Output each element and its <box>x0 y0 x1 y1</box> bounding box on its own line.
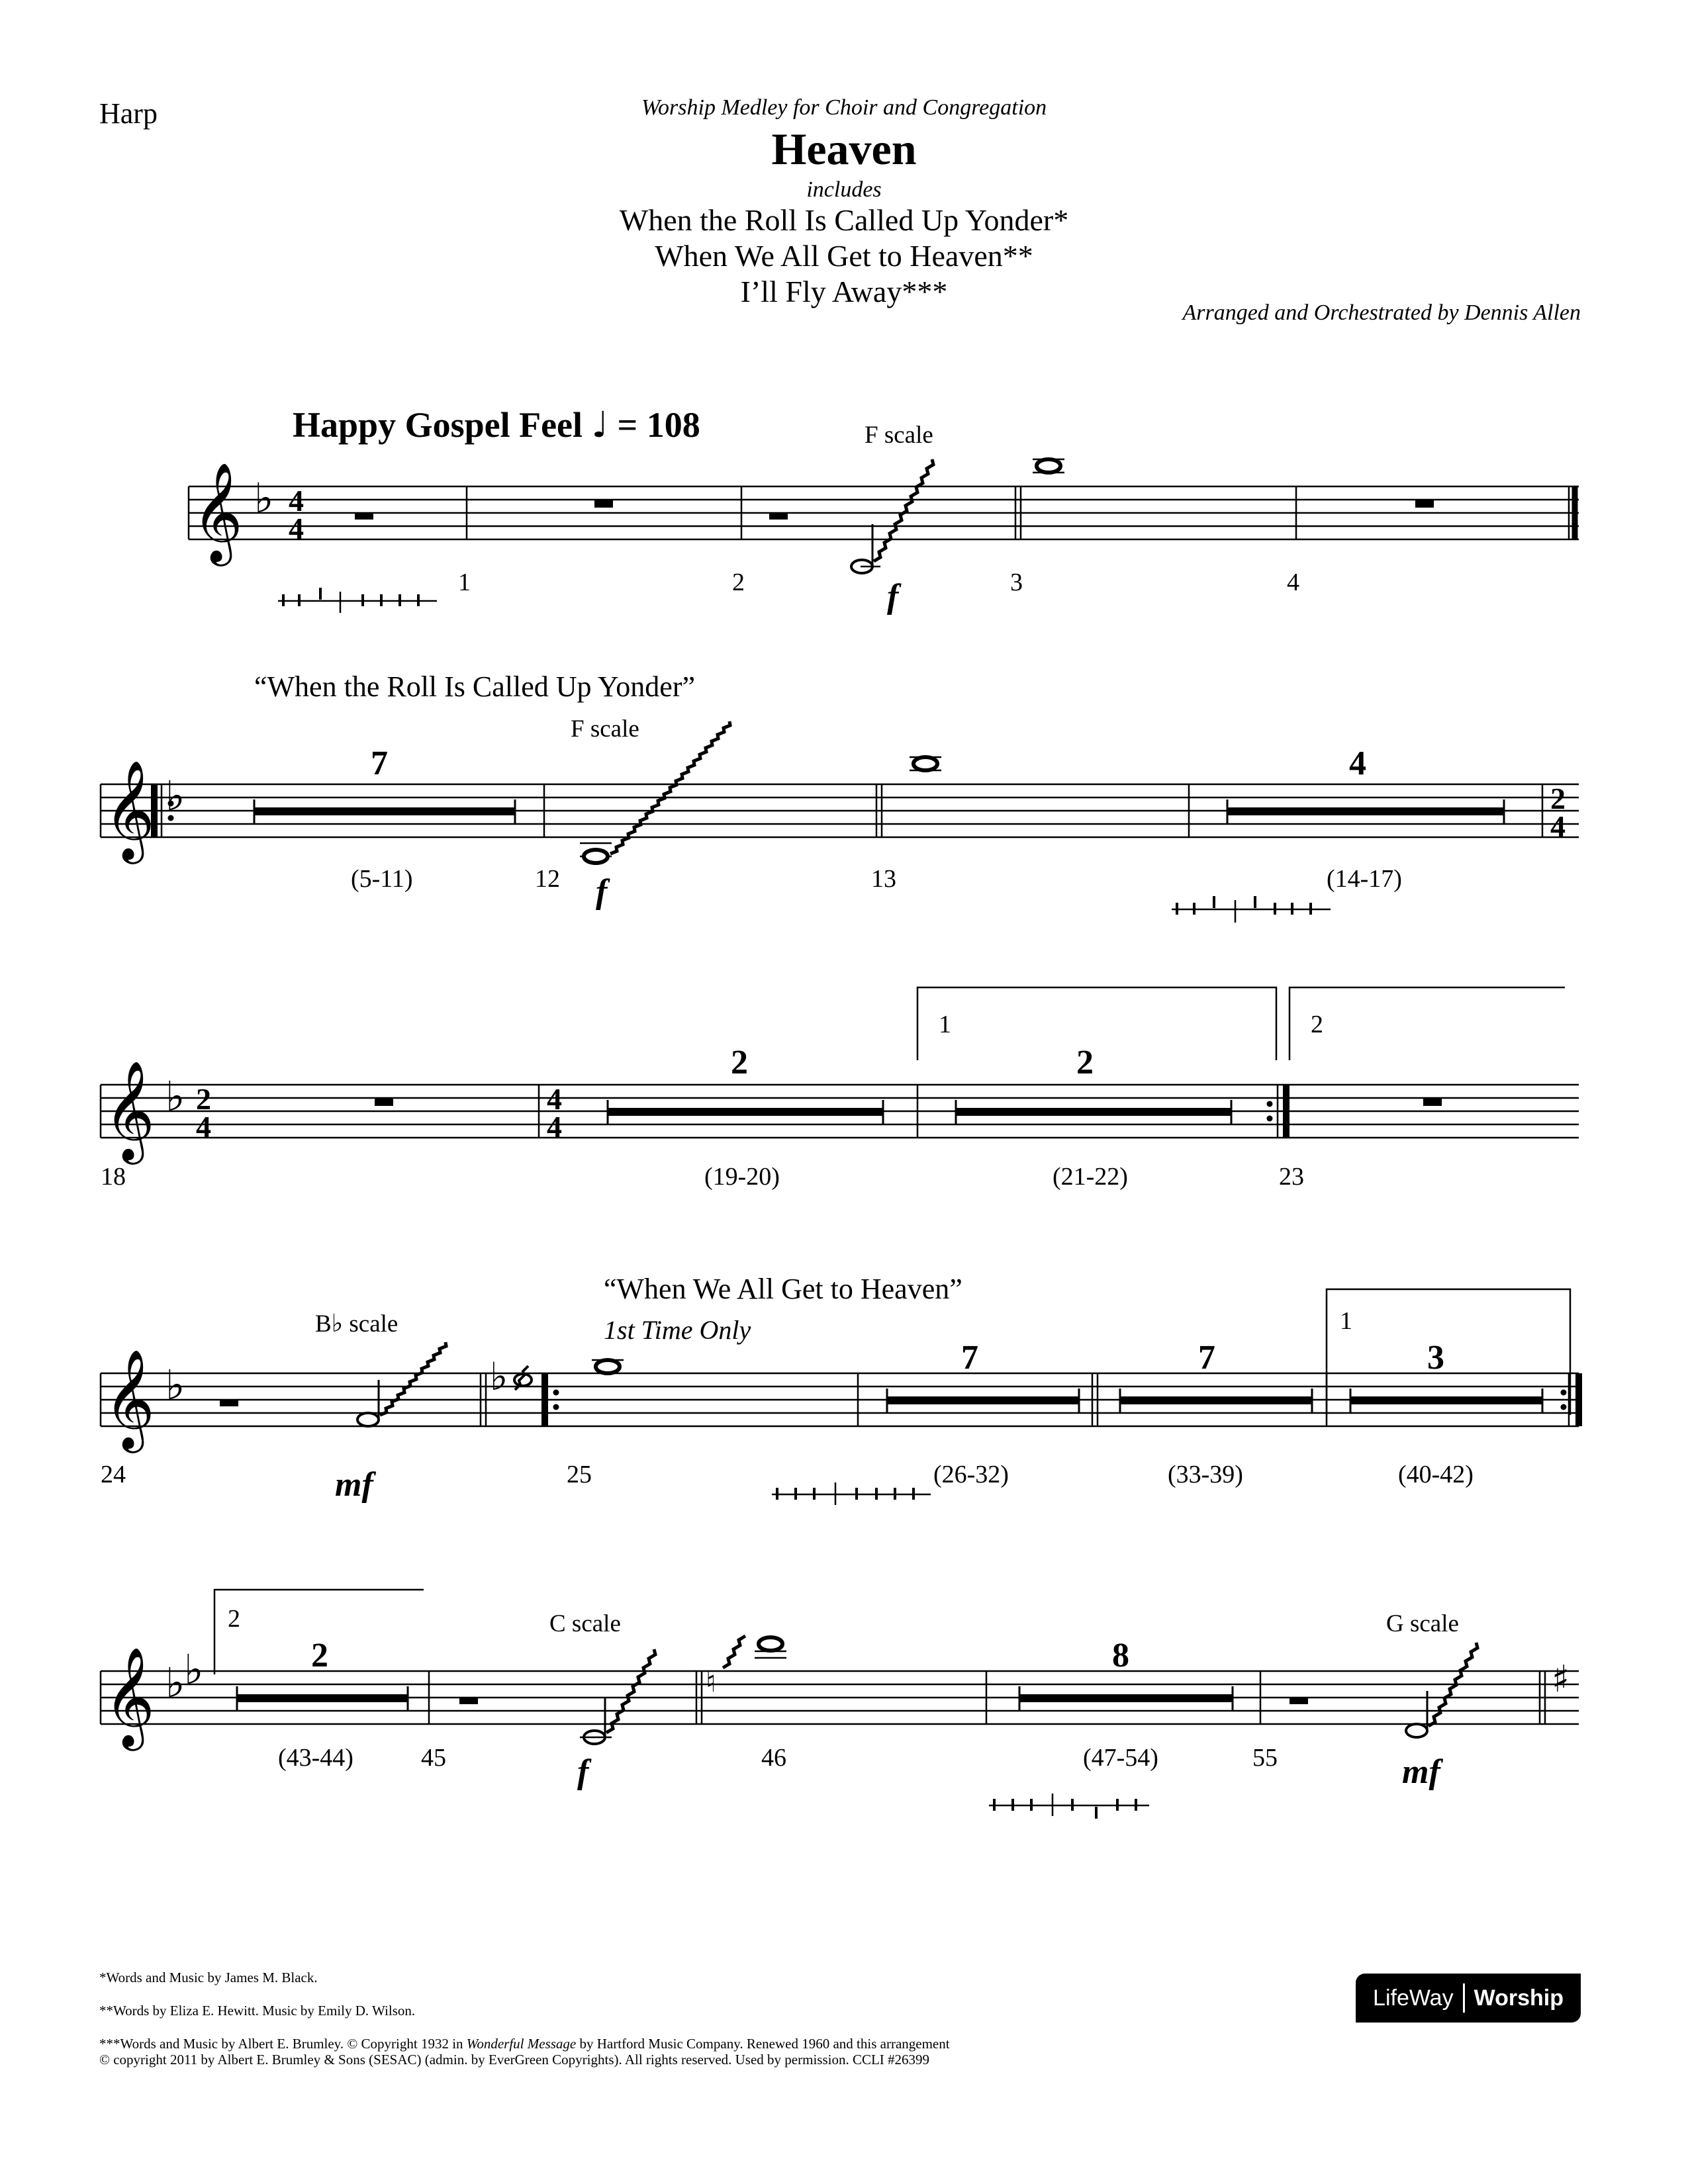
flat-icon: ♭ <box>165 1361 185 1409</box>
measure-range: (5-11) <box>351 865 413 893</box>
harp-pedal-diagram-icon <box>278 588 437 613</box>
multi-measure-rest-bar <box>254 807 515 815</box>
multi-rest-count: 7 <box>1198 1339 1215 1377</box>
treble-clef-icon: 𝄞 <box>104 1646 155 1747</box>
dynamic-marking: f <box>887 578 899 615</box>
flat-icon: ♭ <box>165 772 185 820</box>
multi-rest-count: 2 <box>1076 1044 1094 1081</box>
time-signature-top: 2 <box>1550 782 1566 815</box>
measure-range: (21-22) <box>1053 1163 1128 1191</box>
multi-measure-rest-bar <box>1350 1396 1542 1404</box>
song-section-title: “When the Roll Is Called Up Yonder” <box>254 670 695 703</box>
instrument-name: Harp <box>99 97 158 130</box>
scale-label: F scale <box>865 422 933 449</box>
dynamic-marking: f <box>577 1753 589 1791</box>
multi-rest-count: 2 <box>311 1637 328 1674</box>
measure-number: 1 <box>458 569 471 596</box>
multi-rest-count: 2 <box>731 1044 748 1081</box>
logo-left-text: LifeWay <box>1373 1985 1454 2011</box>
half-note-icon <box>357 1413 379 1426</box>
whole-note-icon <box>914 757 937 770</box>
footnote-italic-title: Wonderful Message <box>466 2036 577 2052</box>
treble-clef-icon: 𝄞 <box>192 461 243 562</box>
scale-label: B♭ scale <box>315 1310 399 1338</box>
multi-rest-count: 8 <box>1112 1637 1129 1674</box>
multi-measure-rest-bar <box>608 1108 883 1116</box>
arranger-credit: Arranged and Orchestrated by Dennis Allen <box>1182 300 1581 325</box>
subtitle: Worship Medley for Choir and Congregation <box>641 95 1047 120</box>
half-note-icon <box>1406 1724 1427 1737</box>
whole-rest-icon <box>1423 1098 1442 1106</box>
scale-label: G scale <box>1386 1610 1459 1637</box>
tempo-bpm: = 108 <box>617 405 700 445</box>
whole-note-icon <box>759 1637 782 1651</box>
multi-measure-rest-bar <box>237 1694 408 1702</box>
logo-divider <box>1463 1983 1465 2013</box>
sharp-icon: ♯ <box>1552 1658 1570 1701</box>
measure-number: 23 <box>1279 1163 1304 1191</box>
repeat-start-barline <box>541 1373 548 1426</box>
half-rest-icon <box>355 513 373 520</box>
whole-note-icon <box>596 1360 620 1373</box>
measure-number: 3 <box>1010 569 1023 596</box>
scale-label: C scale <box>549 1610 621 1637</box>
glissando-icon <box>606 1649 655 1733</box>
measure-range: (19-20) <box>704 1163 780 1191</box>
multi-measure-rest-bar <box>1227 807 1504 815</box>
natural-icon: ♮ <box>706 1665 716 1699</box>
measure-number: 45 <box>421 1744 446 1772</box>
whole-rest-icon <box>375 1098 393 1106</box>
harp-pedal-diagram-icon <box>1172 896 1331 923</box>
flat-icon: ♭ <box>490 1354 508 1399</box>
time-signature-bottom: 4 <box>196 1110 211 1144</box>
footnote-copyright-line2: © copyright 2011 by Albert E. Brumley & Sons (SESAC) (admin. by EverGreen Copyrights). All rights reserved. Used by permission. CCLI #26399 <box>99 2052 930 2068</box>
song-list-item: I’ll Fly Away*** <box>740 275 948 308</box>
measure-number: 55 <box>1252 1744 1278 1772</box>
whole-rest-icon <box>1415 500 1434 508</box>
half-rest-icon <box>459 1698 478 1704</box>
half-rest-icon <box>1289 1698 1308 1704</box>
multi-measure-rest-bar <box>1120 1396 1312 1404</box>
glissando-icon <box>380 1342 446 1415</box>
page-title: Heaven <box>771 124 917 174</box>
dynamic-marking: mf <box>1402 1753 1440 1791</box>
time-signature-top: 4 <box>289 484 304 518</box>
time-signature-bottom: 4 <box>547 1110 562 1144</box>
flat-icon: ♭ <box>165 1072 185 1120</box>
half-rest-icon <box>769 513 788 520</box>
scale-label: F scale <box>571 715 639 743</box>
footnote-text: ***Words and Music by Albert E. Brumley. © Copyright 1932 in <box>99 2036 467 2052</box>
time-signature-bottom: 4 <box>1550 809 1566 843</box>
flat-icon: ♭ <box>254 474 274 522</box>
measure-number: 18 <box>101 1163 126 1191</box>
glissando-icon <box>874 459 933 561</box>
time-signature-top: 2 <box>196 1082 211 1116</box>
volta-number: 2 <box>228 1605 240 1633</box>
staff-system-3 <box>0 1062 1688 1181</box>
volta-bracket <box>1327 1289 1570 1415</box>
volta-number: 1 <box>939 1011 951 1038</box>
measure-range: (33-39) <box>1168 1461 1243 1488</box>
measure-number: 25 <box>567 1461 592 1488</box>
footnote-text: by Hartford Music Company. Renewed 1960 and this arrangement <box>576 2036 950 2052</box>
measure-range: (14-17) <box>1327 865 1402 893</box>
quarter-note-icon: ♩ <box>591 404 608 445</box>
measure-range: (47-54) <box>1083 1744 1158 1772</box>
flat-icon: ♭ <box>165 1659 185 1707</box>
measure-range: (40-42) <box>1398 1461 1474 1488</box>
multi-rest-count: 7 <box>961 1339 978 1377</box>
song-list-item: When the Roll Is Called Up Yonder* <box>619 203 1069 237</box>
tempo-text: Happy Gospel Feel <box>293 405 583 445</box>
measure-range: (43-44) <box>278 1744 353 1772</box>
tempo-marking <box>293 404 700 445</box>
multi-measure-rest-bar <box>956 1108 1231 1116</box>
whole-note-icon <box>584 850 608 863</box>
whole-rest-icon <box>594 500 613 508</box>
logo-right-text: Worship <box>1474 1985 1564 2011</box>
volta-bracket <box>214 1590 424 1674</box>
multi-measure-rest-bar <box>1019 1694 1233 1702</box>
measure-number: 46 <box>761 1744 786 1772</box>
measure-number: 2 <box>732 569 745 596</box>
flat-icon: ♭ <box>184 1645 204 1694</box>
treble-clef-icon: 𝄞 <box>104 759 155 860</box>
dynamic-marking: f <box>596 873 608 911</box>
includes-label: includes <box>806 177 882 202</box>
measure-number: 12 <box>535 865 560 893</box>
repeat-end-barline <box>1283 1085 1289 1138</box>
treble-clef-icon: 𝄞 <box>104 1060 155 1160</box>
volta-number: 1 <box>1340 1307 1352 1335</box>
lifeway-worship-logo <box>1356 1974 1581 2023</box>
footnote: **Words by Eliza E. Hewitt. Music by Emily D. Wilson. <box>99 2003 416 2019</box>
harp-pedal-diagram-icon <box>772 1482 931 1505</box>
song-list-item: When We All Get to Heaven** <box>655 239 1033 273</box>
multi-measure-rest-bar <box>887 1396 1079 1404</box>
time-signature-bottom: 4 <box>289 512 304 545</box>
measure-number: 24 <box>101 1461 126 1488</box>
staff-system-2 <box>0 761 1688 940</box>
measure-range: (26-32) <box>933 1461 1009 1488</box>
half-rest-icon <box>220 1400 238 1406</box>
multi-rest-count: 4 <box>1349 745 1366 782</box>
treble-clef-icon: 𝄞 <box>104 1348 155 1449</box>
staff-system-1 <box>0 463 1688 609</box>
multi-rest-count: 3 <box>1427 1339 1444 1377</box>
time-signature-top: 4 <box>547 1082 562 1116</box>
repeat-end-barline <box>1575 1373 1582 1426</box>
footnote-copyright <box>99 2036 950 2052</box>
song-section-title: “When We All Get to Heaven” <box>604 1273 962 1305</box>
footnote: *Words and Music by James M. Black. <box>99 1970 318 1985</box>
volta-number: 2 <box>1311 1011 1323 1038</box>
harp-pedal-diagram-icon <box>989 1794 1149 1819</box>
multi-rest-count: 7 <box>371 745 388 782</box>
dynamic-marking: mf <box>335 1466 373 1504</box>
measure-number: 13 <box>871 865 896 893</box>
measure-number: 4 <box>1287 569 1299 596</box>
whole-note-icon <box>1037 459 1060 473</box>
performance-instruction: 1st Time Only <box>604 1315 751 1345</box>
